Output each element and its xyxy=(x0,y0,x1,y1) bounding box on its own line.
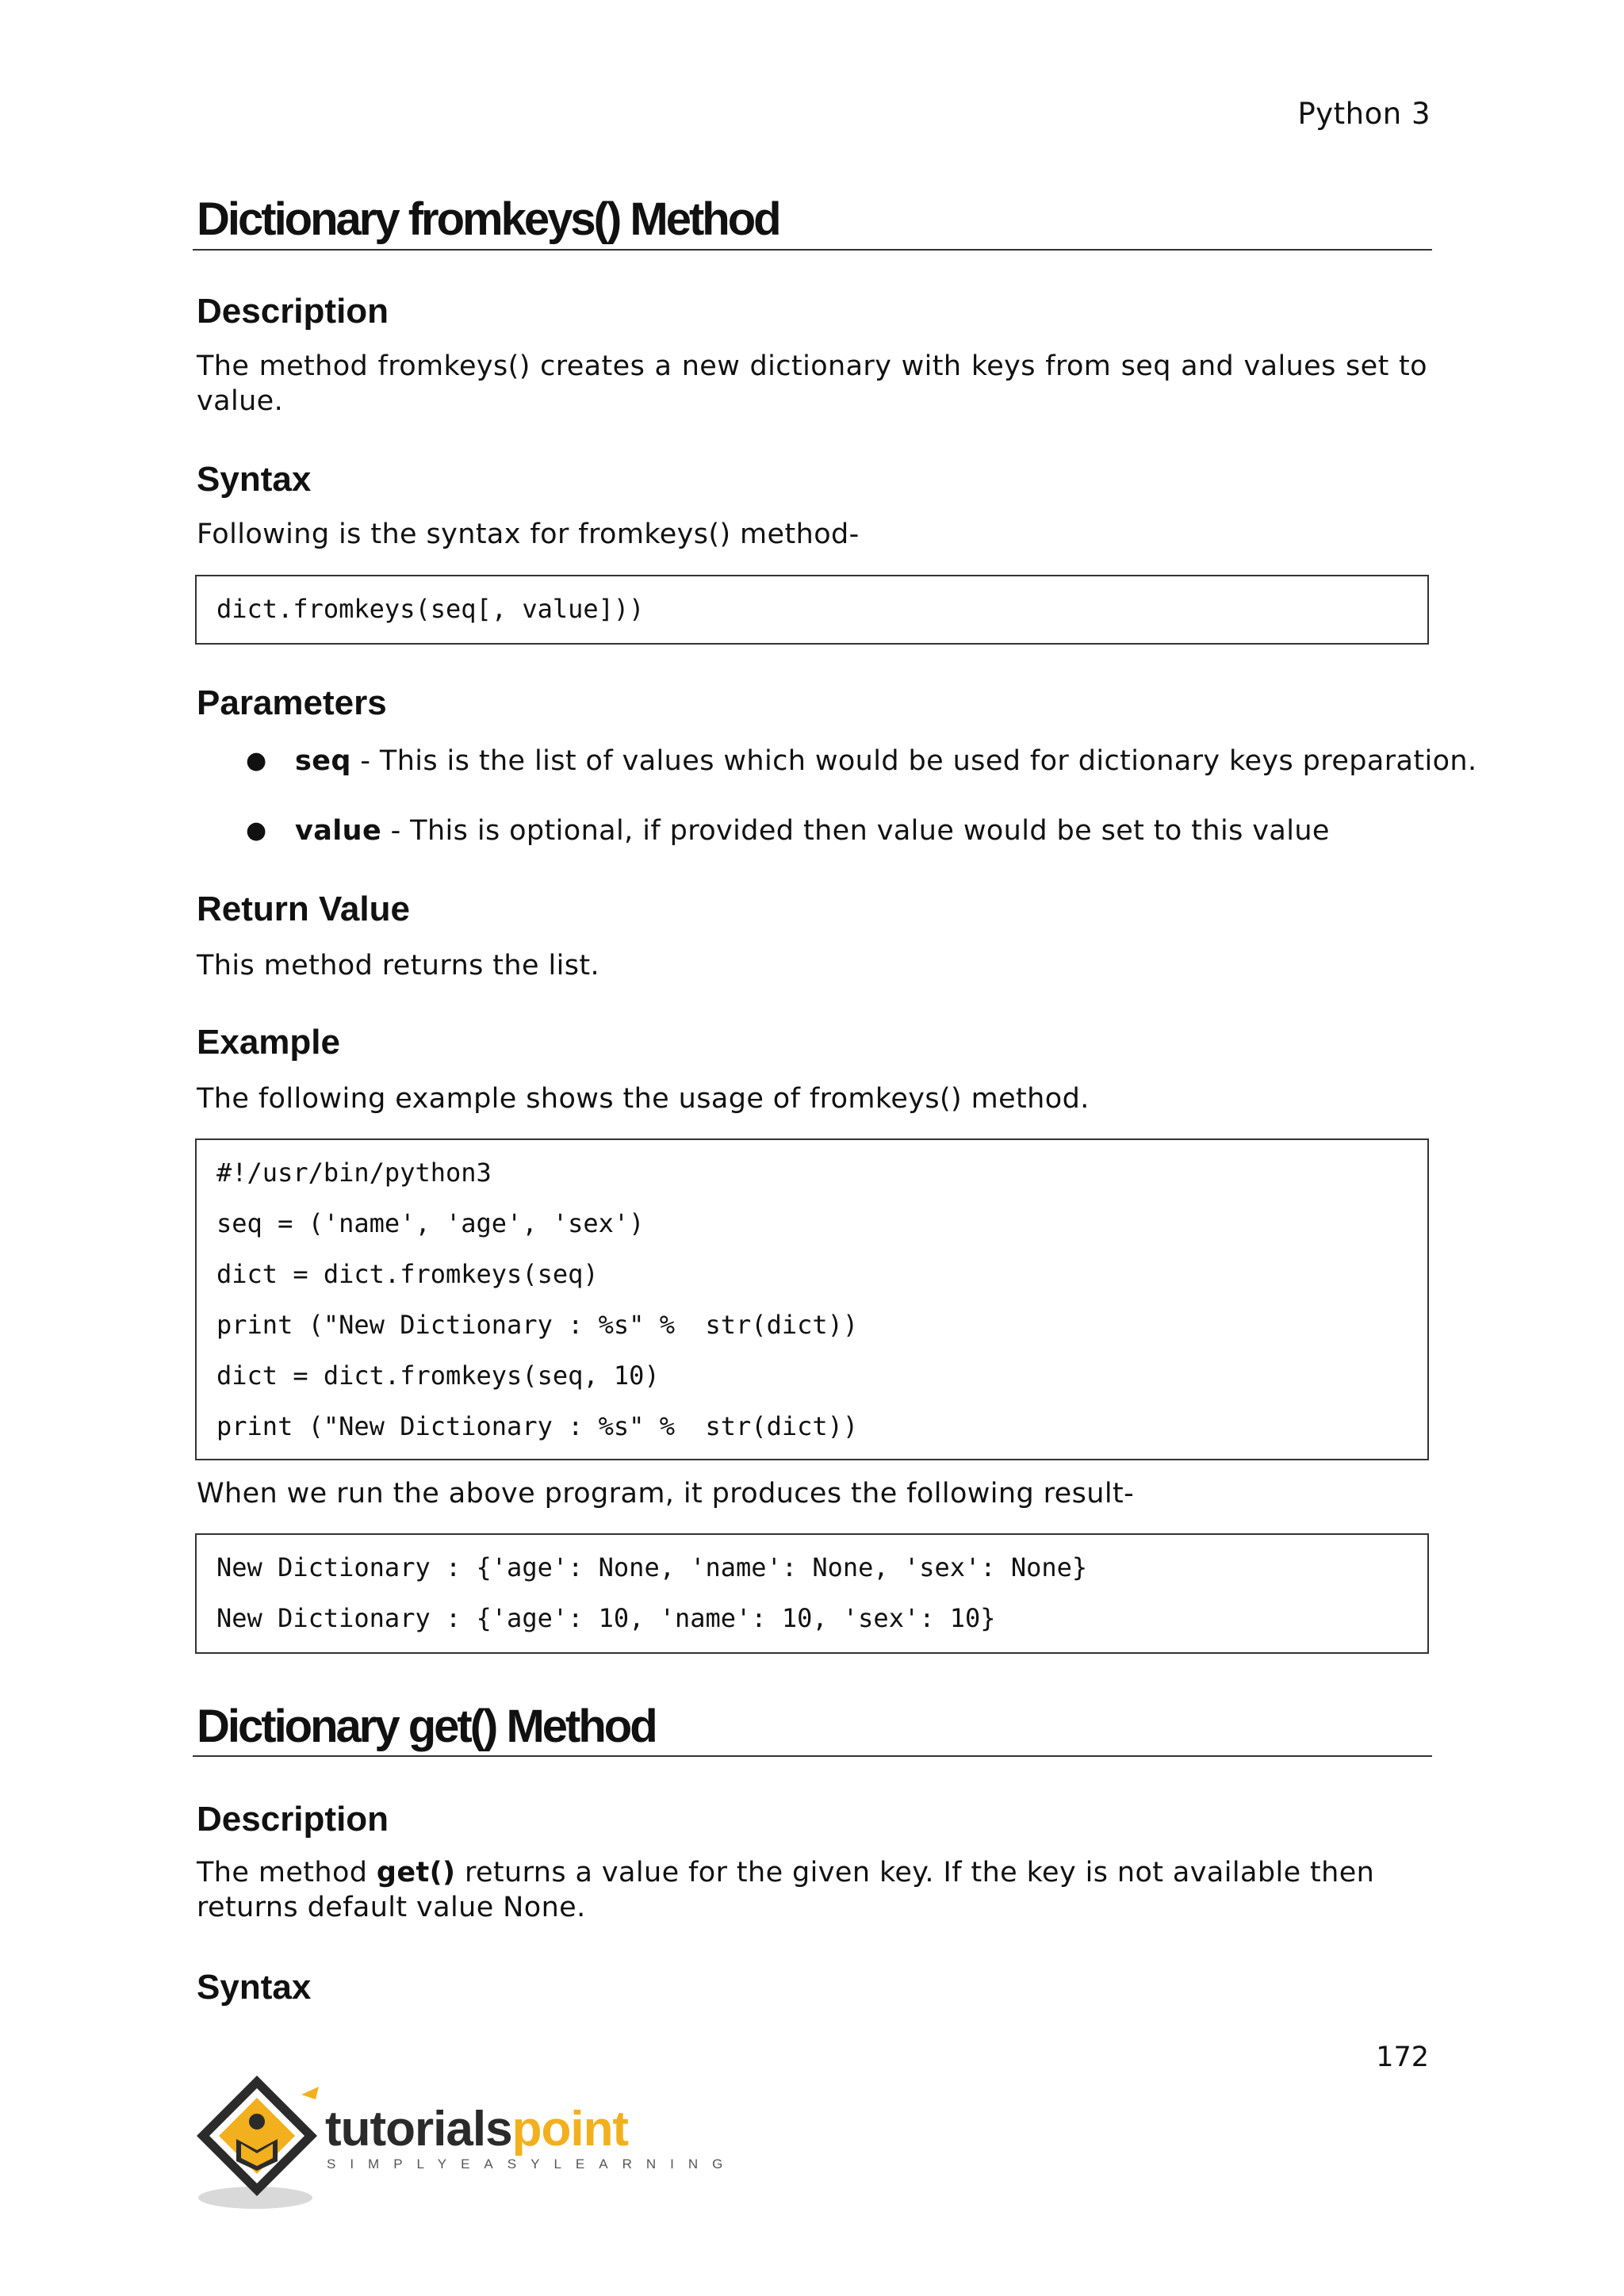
param-description: - This is the list of values which would be used for dictionary keys preparation. xyxy=(350,745,1477,777)
page-number: 172 xyxy=(1376,2042,1429,2073)
code-line: print ("New Dictionary : %s" % str(dict)) xyxy=(216,1411,859,1441)
method-name: get() xyxy=(376,1857,456,1888)
param-name: seq xyxy=(295,745,351,777)
parameters-heading: Parameters xyxy=(197,683,387,722)
description-heading: Description xyxy=(197,1800,389,1839)
section-divider xyxy=(193,1755,1432,1757)
section-divider xyxy=(193,249,1432,251)
code-line: dict = dict.fromkeys(seq, 10) xyxy=(216,1360,660,1391)
syntax-code-line: dict.fromkeys(seq[, value])) xyxy=(216,594,645,624)
syntax-heading: Syntax xyxy=(197,1968,312,2007)
result-text: When we run the above program, it produces the following result- xyxy=(197,1478,1135,1510)
example-heading: Example xyxy=(197,1023,340,1062)
return-value-text: This method returns the list. xyxy=(197,950,600,982)
bullet-icon: ● xyxy=(246,817,267,844)
logo-tagline: SIMPLYEASYLEARNING xyxy=(327,2156,737,2172)
param-name: value xyxy=(295,815,382,847)
code-line: print ("New Dictionary : %s" % str(dict)) xyxy=(216,1310,859,1340)
return-value-heading: Return Value xyxy=(197,890,410,928)
code-line: seq = ('name', 'age', 'sex') xyxy=(216,1208,645,1238)
code-line: dict = dict.fromkeys(seq) xyxy=(216,1259,599,1289)
code-line: #!/usr/bin/python3 xyxy=(216,1158,492,1188)
syntax-code-box xyxy=(195,575,1429,645)
output-line: New Dictionary : {'age': None, 'name': None, 'sex': None} xyxy=(216,1552,1088,1582)
output-code-box xyxy=(195,1533,1429,1654)
section-title-get: Dictionary get() Method xyxy=(197,1701,656,1752)
syntax-text: Following is the syntax for fromkeys() method- xyxy=(197,519,860,550)
section-title-fromkeys: Dictionary fromkeys() Method xyxy=(197,193,779,245)
example-text: The following example shows the usage of fromkeys() method. xyxy=(197,1083,1090,1115)
tutorialspoint-logo: tutorialspoint SIMPLYEASYLEARNING xyxy=(190,2071,666,2214)
bullet-icon: ● xyxy=(246,747,267,775)
description-text: The method fromkeys() creates a new dictionary with keys from seq and values set to value. xyxy=(197,350,1427,417)
param-description: - This is optional, if provided then value would be set to this value xyxy=(381,815,1330,847)
page-header-title: Python 3 xyxy=(1297,97,1431,131)
description-heading: Description xyxy=(197,292,389,331)
syntax-heading: Syntax xyxy=(197,460,312,499)
description-text: The method get() returns a value for the given key. If the key is not available then returns default value None. xyxy=(197,1857,1375,1923)
output-line: New Dictionary : {'age': 10, 'name': 10, 'sex': 10} xyxy=(216,1603,996,1633)
example-code-box xyxy=(195,1138,1429,1460)
